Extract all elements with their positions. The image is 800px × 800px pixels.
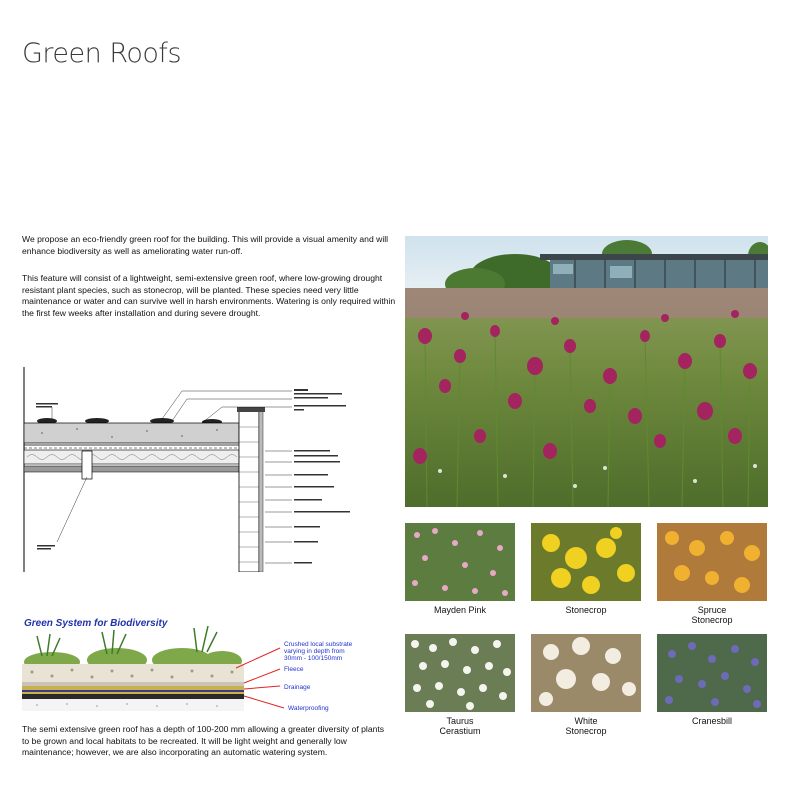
plant-caption (531, 716, 641, 736)
plant-caption-line1: Taurus (446, 716, 474, 726)
roof-section-drawing (22, 367, 362, 572)
plant-caption (531, 605, 641, 615)
plant-photo-taurus-cerastium (405, 634, 515, 712)
feature-paragraph: This feature will consist of a lightweight, semi-extensive green roof, where low-growing drought resistant plant species, such as stonecrop, will be planted. These species need very little maintenance or water and can survive well in harsh environments. Watering is only required within the first few weeks after installation and during severe drought. (22, 273, 396, 318)
plant-caption-line2: Stonecrop (691, 615, 733, 625)
plant-photo-white-stonecrop (531, 634, 641, 712)
plant-caption-line1: Cranesbill (691, 716, 733, 726)
plant-caption-line1: White (574, 716, 598, 726)
intro-paragraph: We propose an eco-friendly green roof for the building. This will provide a visual amenity and will enhance biodiversity as well as ameliorating water run-off. (22, 234, 389, 256)
plant-caption-line2: Cerastium (439, 726, 481, 736)
green-system-diagram (22, 616, 352, 721)
plant-photo-spruce-stonecrop (657, 523, 767, 601)
fleece-label: Fleece (284, 666, 304, 673)
plant-photo-art (405, 634, 515, 712)
plant-photo-mayden-pink (405, 523, 515, 601)
plant-photo-art (531, 634, 641, 712)
plant-photo-cranesbill (657, 634, 767, 712)
plant-caption (657, 605, 767, 625)
plant-caption-line1: Stonecrop (565, 605, 607, 615)
section-drawing-art (22, 367, 362, 572)
plant-caption (657, 716, 767, 726)
plant-photo-art (405, 523, 515, 601)
waterproofing-label: Waterproofing (288, 705, 329, 712)
diagram-title: Green System for Biodiversity (24, 618, 168, 629)
substrate-label: Crushed local substrate varying in depth from 30mm - 100/150mm (284, 641, 353, 662)
plant-caption (405, 605, 515, 615)
plant-photo-stonecrop (531, 523, 641, 601)
hero-photo-art (405, 236, 768, 507)
plant-photo-art (657, 634, 767, 712)
plant-photo-art (531, 523, 641, 601)
plant-caption-line1: Spruce (697, 605, 727, 615)
plant-photo-art (657, 523, 767, 601)
drainage-label: Drainage (284, 684, 311, 691)
plant-caption (405, 716, 515, 736)
plant-caption-line2: Stonecrop (565, 726, 607, 736)
page-title: Green Roofs (22, 38, 182, 69)
plant-caption-line1: Mayden Pink (433, 605, 487, 615)
hero-photo-wildflower-roof (405, 236, 768, 507)
depth-paragraph: The semi extensive green roof has a depth of 100-200 mm allowing a greater diversity of plants to be grown and local habitats to be recreated. It will be light weight and generally low maintenance; however, we are also incorporating an automatic watering system. (22, 724, 385, 758)
